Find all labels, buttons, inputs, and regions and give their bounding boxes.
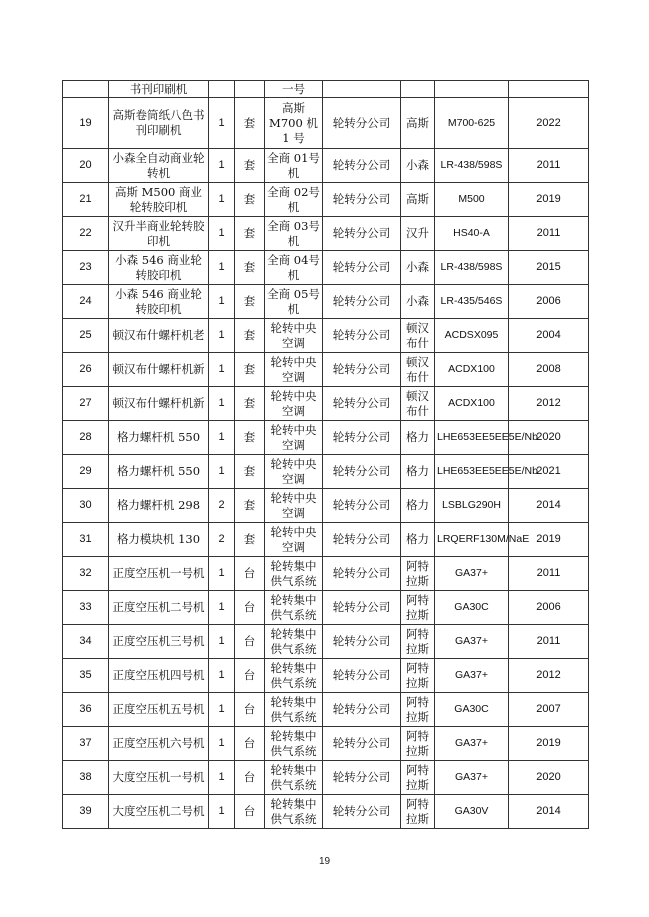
cell-name: 顿汉布什螺杆机老: [109, 319, 209, 353]
cell-brand: 格力: [401, 489, 435, 523]
cell-no: 35: [63, 659, 109, 693]
cell-location: 轮转中央空调: [265, 387, 323, 421]
cell-unit: 套: [235, 455, 265, 489]
table-row: [63, 217, 589, 251]
cell-name: 书刊印刷机: [109, 81, 209, 98]
cell-dept: 轮转分公司: [323, 625, 401, 659]
cell-no: 37: [63, 727, 109, 761]
cell-no: [63, 81, 109, 98]
cell-qty: 1: [209, 557, 235, 591]
cell-year: 2007: [509, 693, 589, 727]
cell-location: 轮转中央空调: [265, 489, 323, 523]
cell-model: HS40-A: [435, 217, 509, 251]
cell-year: 2011: [509, 557, 589, 591]
table-row: [63, 149, 589, 183]
cell-unit: 台: [235, 591, 265, 625]
cell-model: LSBLG290H: [435, 489, 509, 523]
cell-location: 轮转集中供气系统: [265, 693, 323, 727]
cell-no: 24: [63, 285, 109, 319]
cell-model: LR-438/598S: [435, 149, 509, 183]
cell-dept: [323, 81, 401, 98]
cell-brand: 格力: [401, 523, 435, 557]
cell-name: 正度空压机一号机: [109, 557, 209, 591]
cell-location: 全商 05号机: [265, 285, 323, 319]
cell-name: 格力模块机 130: [109, 523, 209, 557]
table-row: [63, 523, 589, 557]
cell-brand: 阿特拉斯: [401, 591, 435, 625]
cell-unit: 台: [235, 557, 265, 591]
cell-location: 轮转中央空调: [265, 319, 323, 353]
cell-no: 28: [63, 421, 109, 455]
cell-qty: 1: [209, 761, 235, 795]
cell-location: 高斯M700 机1 号: [265, 98, 323, 149]
cell-no: 30: [63, 489, 109, 523]
cell-brand: 阿特拉斯: [401, 557, 435, 591]
cell-qty: 1: [209, 625, 235, 659]
cell-dept: 轮转分公司: [323, 557, 401, 591]
cell-location: 轮转集中供气系统: [265, 557, 323, 591]
cell-dept: 轮转分公司: [323, 217, 401, 251]
cell-dept: 轮转分公司: [323, 319, 401, 353]
table-row: [63, 591, 589, 625]
cell-name: 小森 546 商业轮转胶印机: [109, 285, 209, 319]
cell-dept: 轮转分公司: [323, 693, 401, 727]
cell-location: 全商 01号机: [265, 149, 323, 183]
cell-no: 33: [63, 591, 109, 625]
cell-unit: 套: [235, 285, 265, 319]
cell-year: 2019: [509, 523, 589, 557]
cell-name: 正度空压机五号机: [109, 693, 209, 727]
cell-location: 一号: [265, 81, 323, 98]
cell-year: 2014: [509, 795, 589, 829]
cell-year: [509, 81, 589, 98]
table-row: [63, 98, 589, 149]
cell-no: 36: [63, 693, 109, 727]
cell-qty: 1: [209, 285, 235, 319]
cell-qty: 1: [209, 319, 235, 353]
cell-dept: 轮转分公司: [323, 98, 401, 149]
cell-brand: 阿特拉斯: [401, 761, 435, 795]
cell-no: 39: [63, 795, 109, 829]
cell-qty: 1: [209, 217, 235, 251]
cell-brand: 格力: [401, 455, 435, 489]
table-row: [63, 421, 589, 455]
cell-name: 大度空压机二号机: [109, 795, 209, 829]
table-row: [63, 795, 589, 829]
cell-unit: 台: [235, 693, 265, 727]
cell-qty: [209, 81, 235, 98]
cell-dept: 轮转分公司: [323, 523, 401, 557]
cell-dept: 轮转分公司: [323, 251, 401, 285]
cell-unit: 台: [235, 795, 265, 829]
table-row: [63, 727, 589, 761]
page-number: 19: [318, 856, 331, 867]
cell-name: 顿汉布什螺杆机新: [109, 353, 209, 387]
cell-name: 小森 546 商业轮转胶印机: [109, 251, 209, 285]
cell-no: 27: [63, 387, 109, 421]
cell-model: ACDX100: [435, 387, 509, 421]
cell-year: 2019: [509, 183, 589, 217]
cell-name: 格力螺杆机 550: [109, 421, 209, 455]
cell-unit: 台: [235, 659, 265, 693]
cell-year: 2019: [509, 727, 589, 761]
cell-unit: [235, 81, 265, 98]
cell-model: GA30C: [435, 693, 509, 727]
cell-model: GA37+: [435, 625, 509, 659]
cell-unit: 套: [235, 353, 265, 387]
table-row: [63, 319, 589, 353]
cell-year: 2006: [509, 591, 589, 625]
cell-brand: 阿特拉斯: [401, 727, 435, 761]
cell-dept: 轮转分公司: [323, 489, 401, 523]
cell-brand: 顿汉布什: [401, 319, 435, 353]
cell-unit: 套: [235, 421, 265, 455]
cell-unit: 套: [235, 523, 265, 557]
cell-location: 轮转集中供气系统: [265, 761, 323, 795]
cell-name: 高斯 M500 商业轮转胶印机: [109, 183, 209, 217]
cell-location: 轮转集中供气系统: [265, 659, 323, 693]
cell-unit: 套: [235, 183, 265, 217]
cell-no: 22: [63, 217, 109, 251]
cell-year: 2020: [509, 761, 589, 795]
table-row: [63, 285, 589, 319]
cell-unit: 套: [235, 149, 265, 183]
cell-dept: 轮转分公司: [323, 183, 401, 217]
cell-year: 2015: [509, 251, 589, 285]
cell-dept: 轮转分公司: [323, 795, 401, 829]
cell-unit: 台: [235, 625, 265, 659]
table-row: [63, 455, 589, 489]
cell-year: 2011: [509, 149, 589, 183]
cell-dept: 轮转分公司: [323, 421, 401, 455]
cell-name: 正度空压机六号机: [109, 727, 209, 761]
cell-no: 19: [63, 98, 109, 149]
cell-year: 2012: [509, 659, 589, 693]
cell-qty: 1: [209, 659, 235, 693]
cell-no: 32: [63, 557, 109, 591]
cell-model: GA37+: [435, 727, 509, 761]
table-row: [63, 387, 589, 421]
cell-qty: 1: [209, 387, 235, 421]
cell-brand: 顿汉布什: [401, 353, 435, 387]
cell-unit: 套: [235, 489, 265, 523]
table-row: [63, 489, 589, 523]
cell-unit: 套: [235, 98, 265, 149]
cell-no: 31: [63, 523, 109, 557]
cell-model: GA37+: [435, 557, 509, 591]
cell-year: 2012: [509, 387, 589, 421]
cell-location: 全商 02号机: [265, 183, 323, 217]
cell-brand: 小森: [401, 285, 435, 319]
table-row: [63, 557, 589, 591]
cell-qty: 1: [209, 183, 235, 217]
cell-model: GA37+: [435, 761, 509, 795]
cell-unit: 套: [235, 319, 265, 353]
cell-brand: 汉升: [401, 217, 435, 251]
cell-year: 2004: [509, 319, 589, 353]
cell-qty: 1: [209, 421, 235, 455]
cell-model: ACDSX095: [435, 319, 509, 353]
cell-unit: 套: [235, 387, 265, 421]
table-row: [63, 251, 589, 285]
cell-year: 2020: [509, 421, 589, 455]
cell-location: 轮转中央空调: [265, 523, 323, 557]
cell-dept: 轮转分公司: [323, 353, 401, 387]
cell-year: 2011: [509, 217, 589, 251]
cell-no: 38: [63, 761, 109, 795]
cell-location: 全商 04号机: [265, 251, 323, 285]
cell-unit: 套: [235, 251, 265, 285]
cell-model: LRQERF130M/NaE: [435, 523, 509, 557]
cell-year: 2021: [509, 455, 589, 489]
cell-qty: 1: [209, 149, 235, 183]
cell-model: LR-438/598S: [435, 251, 509, 285]
cell-no: 25: [63, 319, 109, 353]
table-row: [63, 761, 589, 795]
cell-name: 格力螺杆机 298: [109, 489, 209, 523]
cell-brand: 阿特拉斯: [401, 795, 435, 829]
cell-qty: 2: [209, 489, 235, 523]
cell-location: 轮转中央空调: [265, 353, 323, 387]
cell-dept: 轮转分公司: [323, 761, 401, 795]
table-row: [63, 693, 589, 727]
cell-location: 轮转集中供气系统: [265, 727, 323, 761]
cell-qty: 1: [209, 455, 235, 489]
cell-qty: 1: [209, 98, 235, 149]
cell-no: 23: [63, 251, 109, 285]
cell-qty: 1: [209, 353, 235, 387]
cell-dept: 轮转分公司: [323, 285, 401, 319]
cell-model: LR-435/546S: [435, 285, 509, 319]
cell-qty: 1: [209, 251, 235, 285]
cell-qty: 1: [209, 591, 235, 625]
cell-unit: 台: [235, 727, 265, 761]
table-row: [63, 625, 589, 659]
cell-model: [435, 81, 509, 98]
cell-qty: 1: [209, 727, 235, 761]
cell-year: 2011: [509, 625, 589, 659]
cell-brand: 顿汉布什: [401, 387, 435, 421]
cell-name: 正度空压机二号机: [109, 591, 209, 625]
cell-model: GA30V: [435, 795, 509, 829]
cell-model: GA30C: [435, 591, 509, 625]
cell-model: M700-625: [435, 98, 509, 149]
cell-name: 顿汉布什螺杆机新: [109, 387, 209, 421]
cell-dept: 轮转分公司: [323, 455, 401, 489]
cell-brand: [401, 81, 435, 98]
table-row: [63, 659, 589, 693]
cell-no: 21: [63, 183, 109, 217]
cell-dept: 轮转分公司: [323, 659, 401, 693]
cell-year: 2022: [509, 98, 589, 149]
cell-brand: 阿特拉斯: [401, 693, 435, 727]
cell-unit: 台: [235, 761, 265, 795]
cell-location: 轮转集中供气系统: [265, 795, 323, 829]
cell-brand: 格力: [401, 421, 435, 455]
cell-name: 正度空压机四号机: [109, 659, 209, 693]
cell-name: 小森全自动商业轮转机: [109, 149, 209, 183]
cell-year: 2006: [509, 285, 589, 319]
cell-no: 29: [63, 455, 109, 489]
cell-model: M500: [435, 183, 509, 217]
cell-brand: 阿特拉斯: [401, 659, 435, 693]
cell-qty: 1: [209, 795, 235, 829]
cell-no: 20: [63, 149, 109, 183]
cell-location: 轮转集中供气系统: [265, 625, 323, 659]
cell-qty: 1: [209, 693, 235, 727]
cell-name: 格力螺杆机 550: [109, 455, 209, 489]
cell-model: LHE653EE5EE5E/Nb: [435, 421, 509, 455]
cell-name: 高斯卷筒纸八色书刊印刷机: [109, 98, 209, 149]
cell-name: 汉升半商业轮转胶印机: [109, 217, 209, 251]
cell-year: 2014: [509, 489, 589, 523]
cell-location: 轮转集中供气系统: [265, 591, 323, 625]
cell-dept: 轮转分公司: [323, 387, 401, 421]
cell-model: LHE653EE5EE5E/Nb: [435, 455, 509, 489]
cell-dept: 轮转分公司: [323, 591, 401, 625]
cell-brand: 小森: [401, 251, 435, 285]
cell-brand: 高斯: [401, 183, 435, 217]
cell-model: ACDX100: [435, 353, 509, 387]
cell-brand: 高斯: [401, 98, 435, 149]
cell-no: 34: [63, 625, 109, 659]
cell-name: 正度空压机三号机: [109, 625, 209, 659]
table-row: [63, 81, 589, 98]
cell-model: GA37+: [435, 659, 509, 693]
cell-location: 轮转中央空调: [265, 421, 323, 455]
cell-brand: 小森: [401, 149, 435, 183]
cell-location: 全商 03号机: [265, 217, 323, 251]
equipment-table: [62, 80, 589, 829]
cell-no: 26: [63, 353, 109, 387]
cell-unit: 套: [235, 217, 265, 251]
cell-qty: 2: [209, 523, 235, 557]
table-row: [63, 183, 589, 217]
cell-year: 2008: [509, 353, 589, 387]
cell-brand: 阿特拉斯: [401, 625, 435, 659]
cell-location: 轮转中央空调: [265, 455, 323, 489]
cell-dept: 轮转分公司: [323, 727, 401, 761]
table-row: [63, 353, 589, 387]
cell-dept: 轮转分公司: [323, 149, 401, 183]
cell-name: 大度空压机一号机: [109, 761, 209, 795]
